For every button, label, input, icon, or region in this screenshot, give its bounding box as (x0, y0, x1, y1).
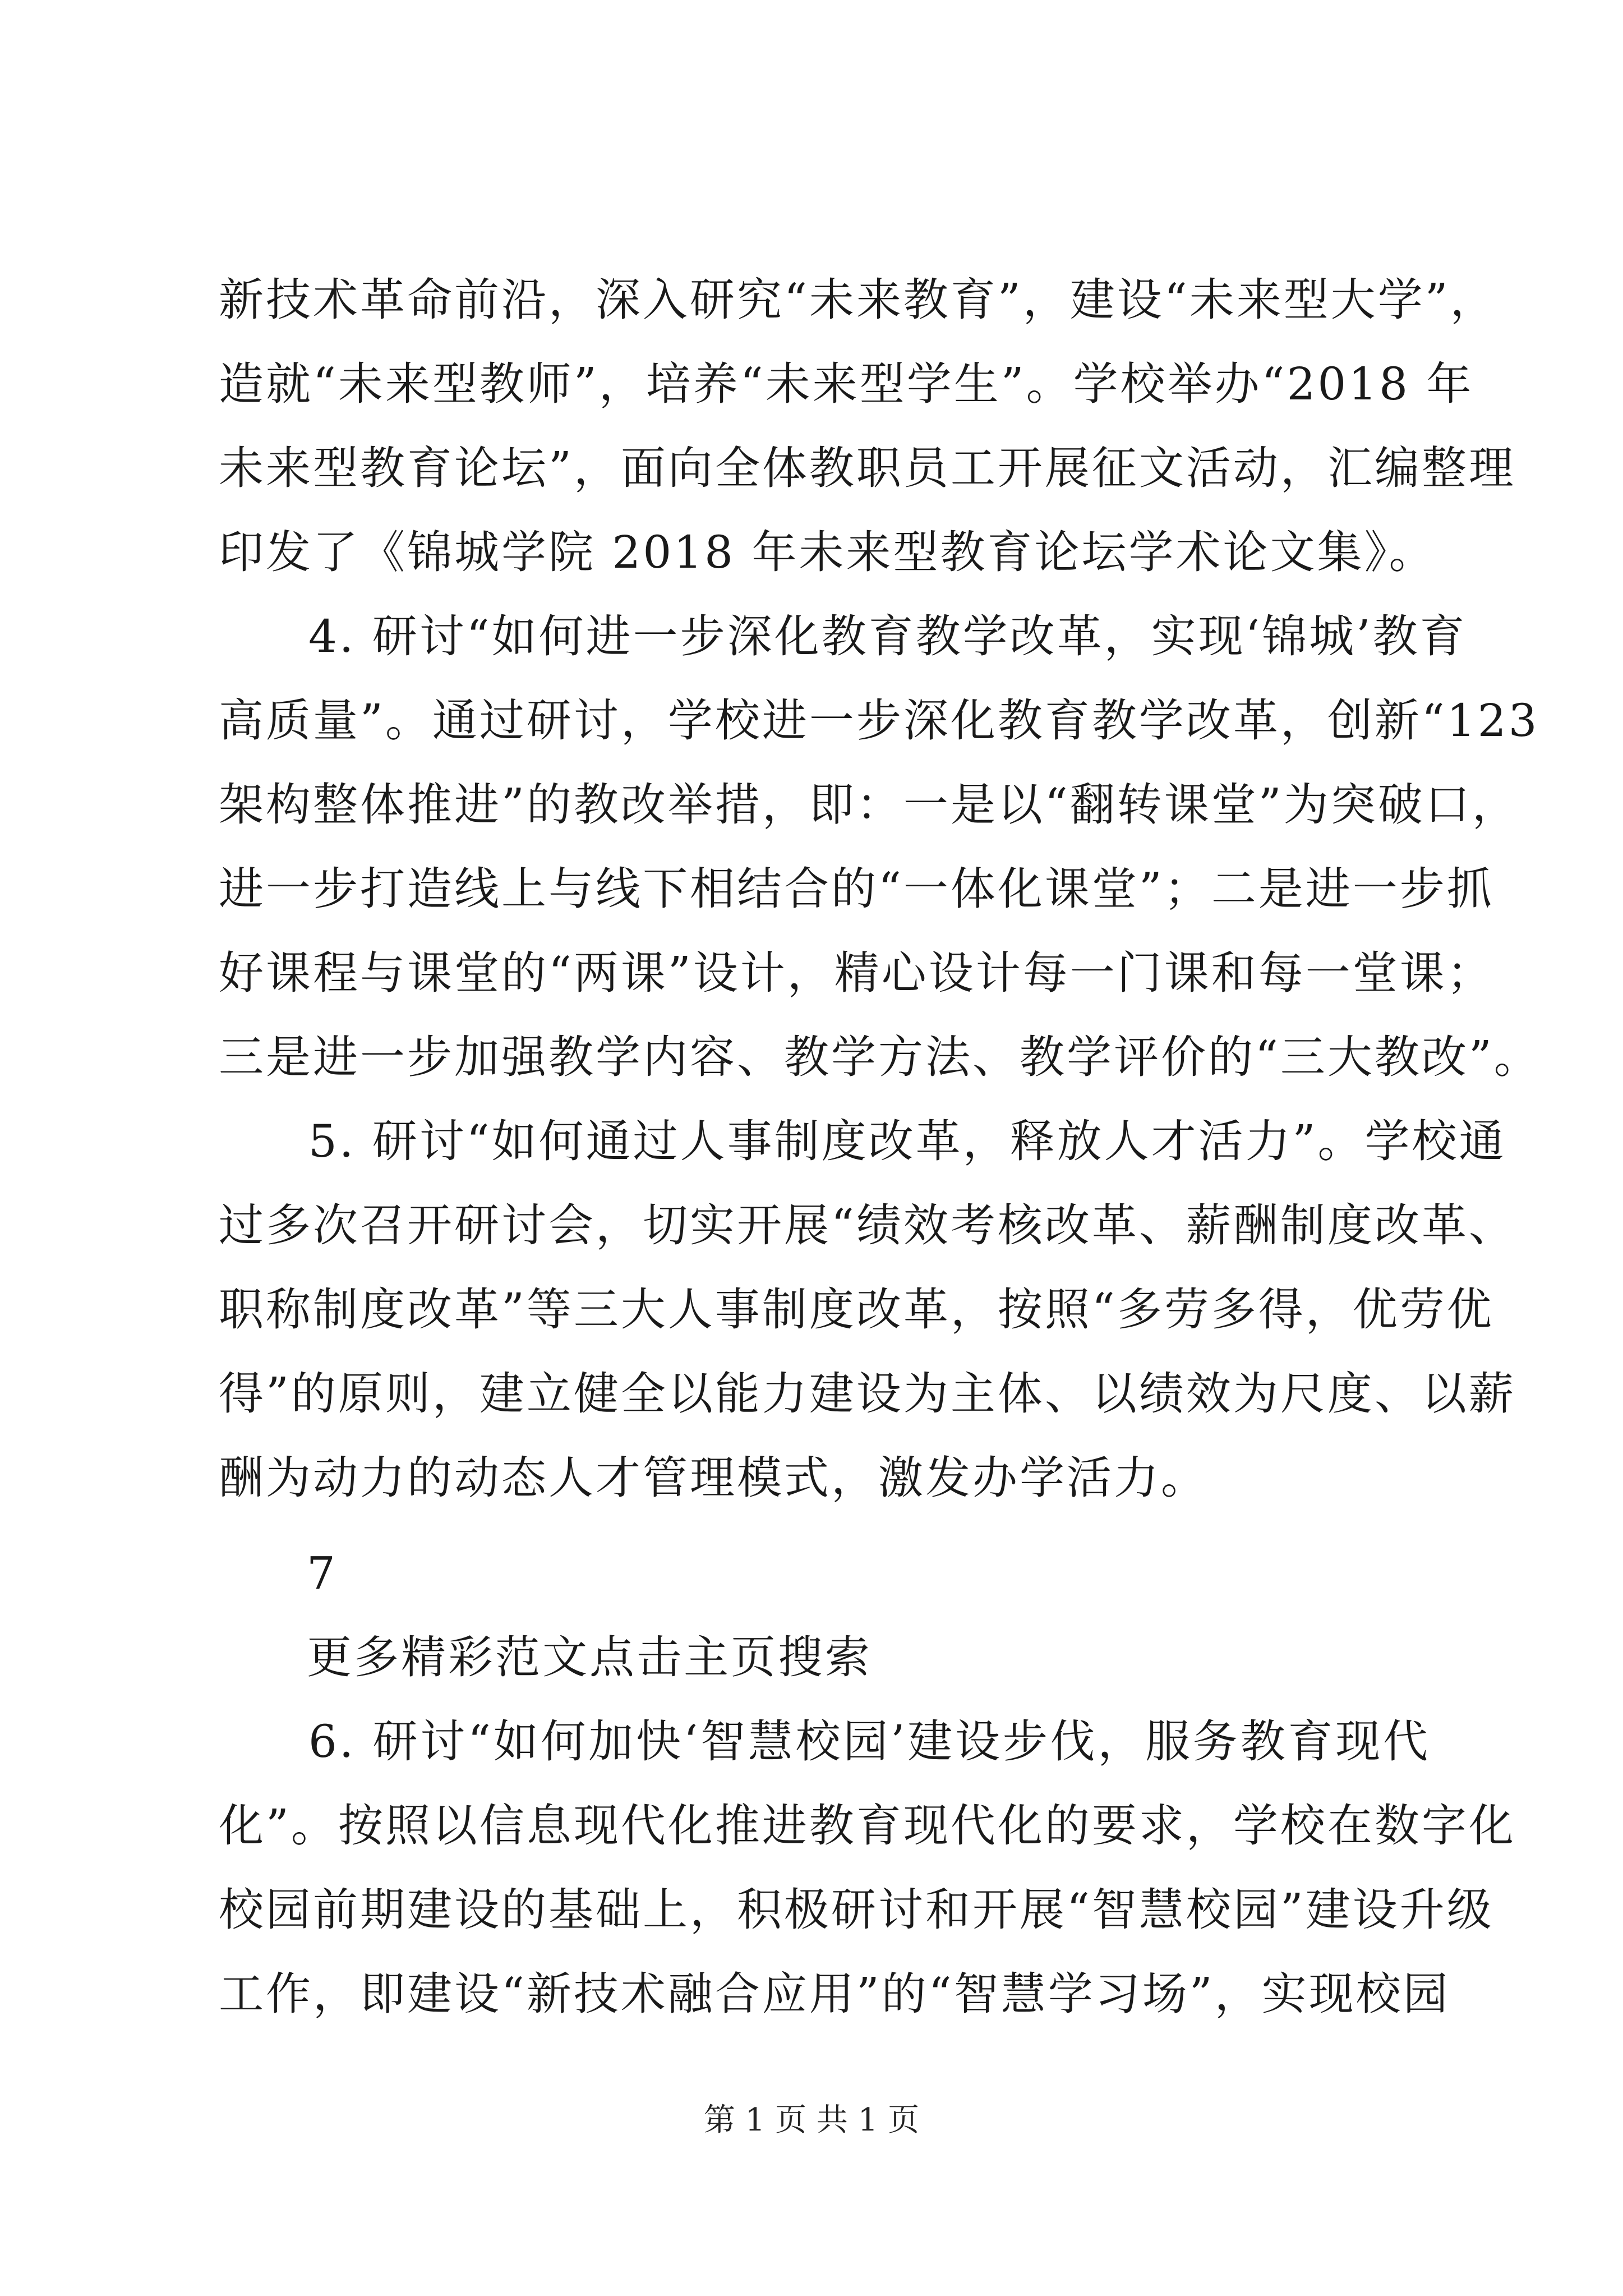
paragraph-line: 化”。按照以信息现代化推进教育现代化的要求，学校在数字化 (219, 1800, 1516, 1852)
paragraph-line: 酬为动力的动态人才管理模式，激发办学活力。 (219, 1452, 1208, 1504)
paragraph-line: 造就“未来型教师”，培养“未来型学生”。学校举办“2018 年 (219, 358, 1474, 410)
paragraph-line: 架构整体推进”的教改举措，即：一是以“翻转课堂”为突破口， (219, 779, 1519, 831)
paragraph-line: 高质量”。通过研讨，学校进一步深化教育教学改革，创新“123 (219, 694, 1539, 747)
paragraph-line: 三是进一步加强教学内容、教学方法、教学评价的“三大教改”。 (219, 1031, 1541, 1083)
paragraph-line: 过多次召开研讨会，切实开展“绩效考核改革、薪酬制度改革、 (219, 1199, 1516, 1251)
text-body-top (219, 258, 1541, 1520)
paragraph-line: 未来型教育论坛”，面向全体教职员工开展征文活动，汇编整理 (219, 442, 1516, 494)
paragraph-line: 工作，即建设“新技术融合应用”的“智慧学习场”，实现校园 (219, 1968, 1450, 2020)
paragraph-line: 职称制度改革”等三大人事制度改革，按照“多劳多得，优劳优 (219, 1283, 1494, 1336)
page-footer: 第 1 页 共 1 页 (703, 2102, 920, 2138)
paragraph-line: 新技术革命前沿，深入研究“未来教育”，建设“未来型大学”， (219, 274, 1497, 326)
paragraph-line-first: 5. 研讨“如何通过人事制度改革，释放人才活力”。学校通 (308, 1115, 1506, 1167)
text-body-bottom (219, 1700, 1516, 2036)
paragraph-line-first: 6. 研讨“如何加快‘智慧校园’建设步伐，服务教育现代 (308, 1715, 1430, 1768)
paragraph-line: 得”的原则，建立健全以能力建设为主体、以绩效为尺度、以薪 (219, 1368, 1516, 1420)
paragraph-line-first: 4. 研讨“如何进一步深化教育教学改革，实现‘锦城’教育 (308, 610, 1467, 662)
paragraph-line: 校园前期建设的基础上，积极研讨和开展“智慧校园”建设升级 (219, 1884, 1494, 1936)
paragraph-line: 印发了《锦城学院 2018 年未来型教育论坛学术论文集》。 (219, 526, 1436, 578)
inline-page-number: 7 (307, 1547, 335, 1599)
paragraph-line: 进一步打造线上与线下相结合的“一体化课堂”；二是进一步抓 (219, 863, 1494, 915)
paragraph-line: 好课程与课堂的“两课”设计，精心设计每一门课和每一堂课； (219, 947, 1494, 999)
promo-text: 更多精彩范文点击主页搜索 (307, 1631, 872, 1683)
